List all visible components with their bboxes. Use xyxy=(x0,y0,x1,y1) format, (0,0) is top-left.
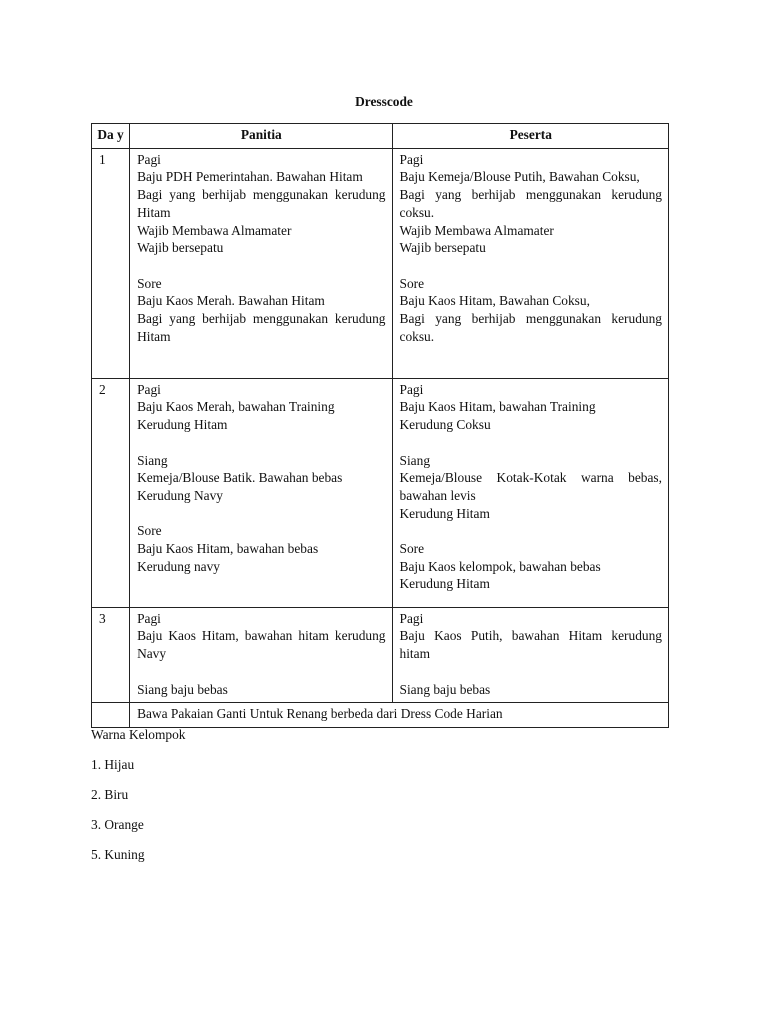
peserta-cell xyxy=(392,607,668,703)
panitia-line: Baju Kaos Hitam, bawahan hitam kerudung Navy xyxy=(137,628,386,662)
panitia-line: Wajib bersepatu xyxy=(137,240,224,256)
panitia-line: Sore xyxy=(137,275,162,291)
note-row xyxy=(92,703,669,728)
panitia-line: Baju Kaos Hitam, bawahan bebas xyxy=(137,541,319,556)
peserta-cell xyxy=(392,378,668,607)
peserta-line: Sore xyxy=(399,541,425,556)
peserta-line: Siang xyxy=(399,452,431,468)
warna-kelompok-section xyxy=(91,726,186,864)
peserta-line: Baju Kaos Hitam, bawahan Training xyxy=(399,399,596,415)
spacer xyxy=(400,434,662,452)
panitia-line: Baju Kaos Merah. Bawahan Hitam xyxy=(137,293,325,309)
panitia-cell xyxy=(130,607,392,703)
panitia-line: Pagi xyxy=(137,610,161,626)
peserta-line: Wajib Membawa Almamater xyxy=(399,222,554,238)
peserta-line: Baju Kaos kelompok, bawahan bebas xyxy=(399,558,601,574)
list-item: 3. Orange xyxy=(91,817,144,833)
panitia-line: Baju Kaos Merah, bawahan Training xyxy=(137,399,335,415)
peserta-line: Bagi yang berhijab menggunakan kerudung coksu. xyxy=(399,311,662,344)
peserta-line: Baju Kaos Putih, bawahan Hitam kerudung hitam xyxy=(399,628,662,662)
peserta-line: Kerudung Hitam xyxy=(399,505,490,521)
spacer xyxy=(400,663,662,681)
panitia-cell xyxy=(130,378,392,607)
day-cell: 2 xyxy=(92,378,130,607)
panitia-line: Kemeja/Blouse Batik. Bawahan bebas xyxy=(137,470,343,486)
table-row xyxy=(92,607,669,703)
spacer xyxy=(400,522,662,540)
warna-kelompok-heading: Warna Kelompok xyxy=(91,727,186,742)
peserta-line: Baju Kaos Hitam, Bawahan Coksu, xyxy=(399,293,590,309)
panitia-line: Wajib Membawa Almamater xyxy=(137,222,292,238)
table-row xyxy=(92,148,669,378)
header-day: Da y xyxy=(92,124,130,149)
peserta-line: Sore xyxy=(399,275,425,291)
spacer xyxy=(137,257,385,275)
panitia-line: Siang baju bebas xyxy=(137,681,228,697)
peserta-line: Wajib bersepatu xyxy=(399,240,486,256)
peserta-line: Baju Kemeja/Blouse Putih, Bawahan Coksu, xyxy=(399,169,640,185)
spacer xyxy=(400,257,662,275)
panitia-line: Siang xyxy=(137,452,168,468)
day-cell: 1 xyxy=(92,148,130,378)
spacer xyxy=(137,434,385,452)
panitia-line: Bagi yang berhijab menggunakan kerudung Hitam xyxy=(137,187,386,220)
panitia-line: Kerudung navy xyxy=(137,558,220,574)
list-item: 1. Hijau xyxy=(91,757,135,773)
day-cell: 3 xyxy=(92,607,130,703)
panitia-line: Sore xyxy=(137,523,162,539)
panitia-line: Pagi xyxy=(137,151,161,167)
peserta-line: Pagi xyxy=(399,151,424,167)
peserta-line: Pagi xyxy=(399,610,424,626)
warna-kelompok-list xyxy=(91,756,186,864)
spacer xyxy=(137,505,385,523)
list-item: 2. Biru xyxy=(91,787,129,803)
note-day-cell xyxy=(92,703,130,728)
panitia-cell xyxy=(130,148,392,378)
peserta-line: Kerudung Hitam xyxy=(399,576,490,592)
dresscode-table xyxy=(91,123,669,728)
document-title: Dresscode xyxy=(355,94,413,109)
header-row xyxy=(92,124,669,149)
peserta-line: Bagi yang berhijab menggunakan kerudung coksu. xyxy=(399,187,662,220)
peserta-cell xyxy=(392,148,668,378)
peserta-line: Kemeja/Blouse Kotak-Kotak warna bebas, bawahan levis xyxy=(399,470,662,503)
list-item: 5. Kuning xyxy=(91,847,145,863)
header-panitia: Panitia xyxy=(130,124,392,149)
peserta-line: Kerudung Coksu xyxy=(399,417,491,433)
panitia-line: Baju PDH Pemerintahan. Bawahan Hitam xyxy=(137,169,363,185)
spacer xyxy=(137,663,385,681)
header-peserta: Peserta xyxy=(392,124,668,149)
table-row xyxy=(92,378,669,607)
panitia-line: Pagi xyxy=(137,381,161,397)
panitia-line: Bagi yang berhijab menggunakan kerudung Hitam xyxy=(137,311,386,344)
panitia-line: Kerudung Navy xyxy=(137,487,223,503)
panitia-line: Kerudung Hitam xyxy=(137,417,228,433)
peserta-line: Pagi xyxy=(399,381,424,397)
peserta-line: Siang baju bebas xyxy=(399,681,491,697)
note-text: Bawa Pakaian Ganti Untuk Renang berbeda dari Dress Code Harian xyxy=(130,703,669,728)
